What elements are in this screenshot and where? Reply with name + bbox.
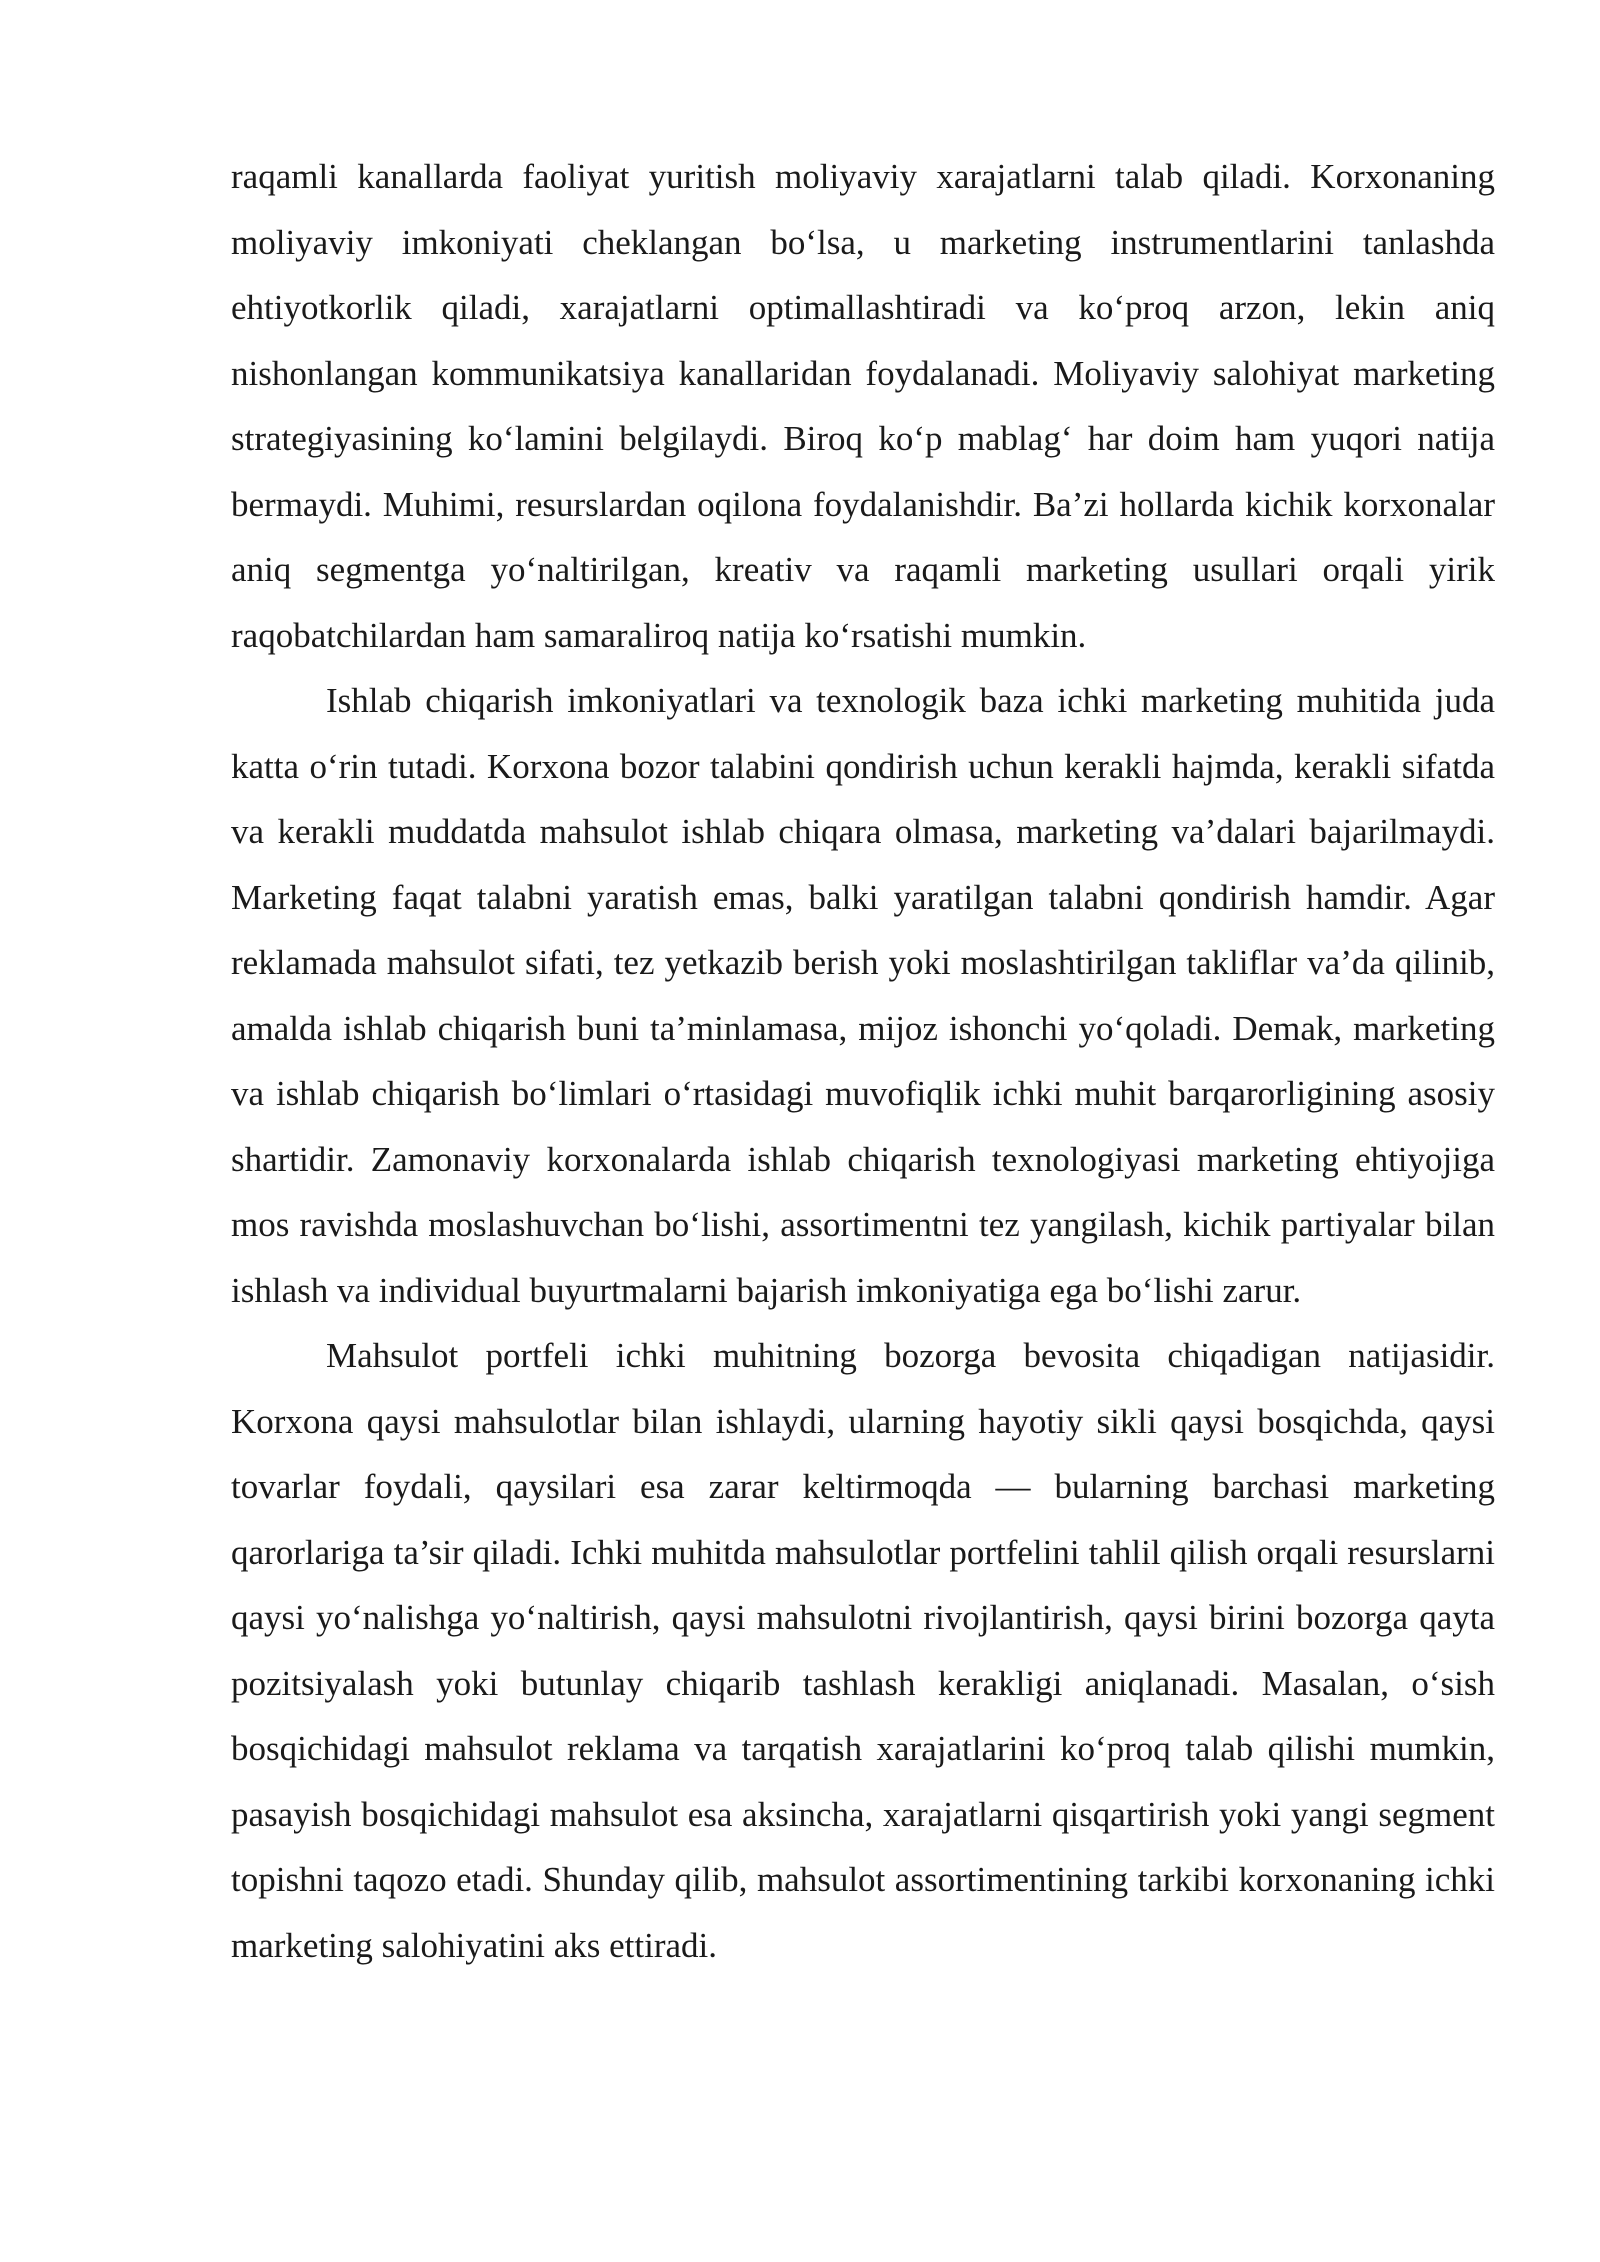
document-page bbox=[231, 144, 1495, 1978]
paragraph-2: Ishlab chiqarish imkoniyatlari va texnologik baza ichki marketing muhitida juda katta o‘rin tutadi. Korxona bozor talabini qondirish uchun kerakli hajmda, kerakli sifatda va kerakli muddatda mahsulot ishlab chiqara olmasa, marketing va’dalari bajarilmaydi. Marketing faqat talabni yaratish emas, balki yaratilgan talabni qondirish hamdir. Agar reklamada mahsulot sifati, tez yetkazib berish yoki moslashtirilgan takliflar va’da qilinib, amalda ishlab chiqarish buni ta’minlamasa, mijoz ishonchi yo‘qoladi. Demak, marketing va ishlab chiqarish bo‘limlari o‘rtasidagi muvofiqlik ichki muhit barqarorligining asosiy shartidir. Zamonaviy korxonalarda ishlab chiqarish texnologiyasi marketing ehtiyojiga mos ravishda moslashuvchan bo‘lishi, assortimentni tez yangilash, kichik partiyalar bilan ishlash va individual buyurtmalarni bajarish imkoniyatiga ega bo‘lishi zarur. bbox=[231, 681, 1495, 1310]
paragraph-1: raqamli kanallarda faoliyat yuritish moliyaviy xarajatlarni talab qiladi. Korxonaning moliyaviy imkoniyati cheklangan bo‘lsa, u marketing instrumentlarini tanlashda ehtiyotkorlik qiladi, xarajatlarni optimallashtiradi va ko‘proq arzon, lekin aniq nishonlangan kommunikatsiya kanallaridan foydalanadi. Moliyaviy salohiyat marketing strategiyasining ko‘lamini belgilaydi. Biroq ko‘p mablag‘ har doim ham yuqori natija bermaydi. Muhimi, resurslardan oqilona foydalanishdir. Ba’zi hollarda kichik korxonalar aniq segmentga yo‘naltirilgan, kreativ va raqamli marketing usullari orqali yirik raqobatchilardan ham samaraliroq natija ko‘rsatishi mumkin. bbox=[231, 157, 1495, 655]
paragraph-3: Mahsulot portfeli ichki muhitning bozorga bevosita chiqadigan natijasidir. Korxona qaysi mahsulotlar bilan ishlaydi, ularning hayotiy sikli qaysi bosqichda, qaysi tovarlar foydali, qaysilari esa zarar keltirmoqda — bularning barchasi marketing qarorlariga ta’sir qiladi. Ichki muhitda mahsulotlar portfelini tahlil qilish orqali resurslarni qaysi yo‘nalishga yo‘naltirish, qaysi mahsulotni rivojlantirish, qaysi birini bozorga qayta pozitsiyalash yoki butunlay chiqarib tashlash kerakligi aniqlanadi. Masalan, o‘sish bosqichidagi mahsulot reklama va tarqatish xarajatlarini ko‘proq talab qilishi mumkin, pasayish bosqichidagi mahsulot esa aksincha, xarajatlarni qisqartirish yoki yangi segment topishni taqozo etadi. Shunday qilib, mahsulot assortimentining tarkibi korxonaning ichki marketing salohiyatini aks ettiradi. bbox=[231, 1336, 1495, 1965]
